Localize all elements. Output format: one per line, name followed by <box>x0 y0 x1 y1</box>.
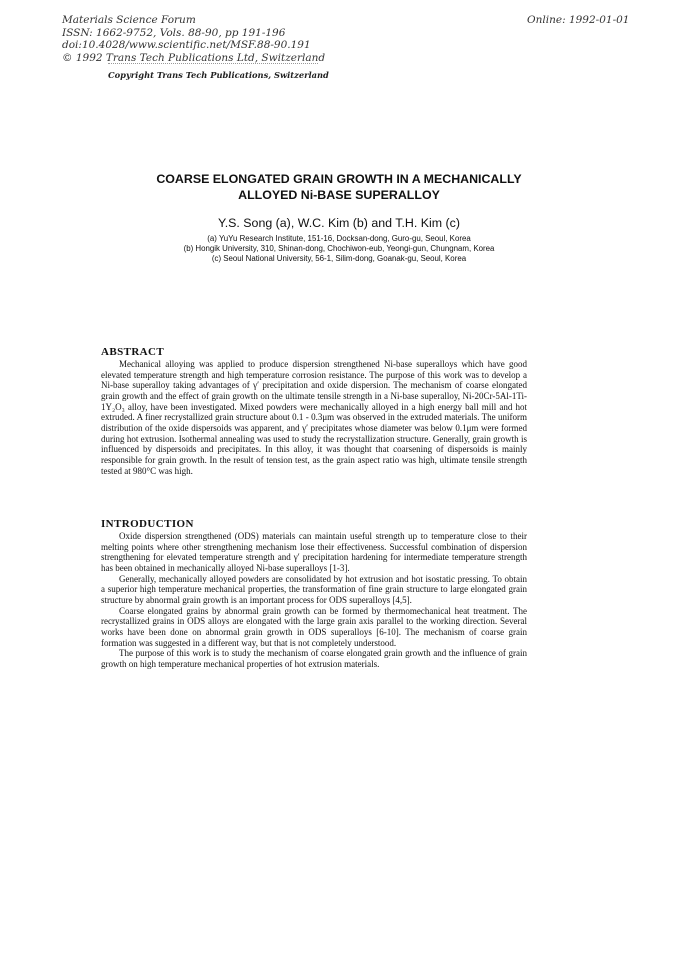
copyright-notice: Copyright Trans Tech Publications, Switzerland <box>108 70 329 80</box>
scan-cut-line <box>108 63 318 64</box>
abstract-text: Mechanical alloying was applied to produce dispersion strengthened Ni-base superalloys which have good elevated temperature strength and high temperature corrosion resistance. The purpose of this work was to develop a Ni-base superalloy taking advantages of γ′ precipitation and oxide dispersion. The mechanism of coarse elongated grain growth and the effect of grain growth on the ultimate tensile strength in a Ni-base superalloy, Ni-20Cr-5Al-1Ti-1Y₂O₃ alloy, have been investigated. Mixed powders were mechanically alloyed in a high energy ball mill and hot extruded. A finer recrystallized grain structure about 0.1 - 0.3μm was observed in the extruded materials. The uniform distribution of the oxide dispersoids was apparent, and γ′ precipitates whose diameter was below 0.1μm were formed during hot extrusion. Isothermal annealing was used to study the recrystallization structure. Generally, grain growth is influenced by dispersoids and precipitates. In this alloy, it was thought that coarsening of dispersoids is mainly responsible for grain growth. In the result of tension test, as the grain aspect ratio was high, ultimate tensile strength tested at 980°C was high. <box>101 359 527 476</box>
affiliations <box>100 234 578 265</box>
journal-name: Materials Science Forum <box>62 14 196 26</box>
title-line-1: COARSE ELONGATED GRAIN GROWTH IN A MECHANICALLY <box>156 172 522 186</box>
citation-block <box>62 14 325 64</box>
intro-paragraph: Coarse elongated grains by abnormal grain growth can be formed by thermomechanical heat treatment. The recrystallized grains in ODS alloys are elongated with the large grain axis parallel to the working direction. Several works have been done on abnormal grain growth in ODS superalloys [6-10]. The mechanism of coarse grain formation was suggested in a different way, but that is not completely understood. <box>101 605 527 648</box>
affiliation-a: (a) YuYu Research Institute, 151-16, Docksan-dong, Guro-gu, Seoul, Korea <box>207 234 471 243</box>
intro-paragraph: The purpose of this work is to study the mechanism of coarse elongated grain growth and the influence of grain growth on high temperature mechanical properties of hot extrusion materials. <box>101 648 527 669</box>
abstract-heading: ABSTRACT <box>101 346 165 358</box>
rights-line: © 1992 Trans Tech Publications Ltd, Switzerland <box>62 51 326 64</box>
title-line-2: ALLOYED Ni-BASE SUPERALLOY <box>238 188 440 202</box>
author-list: Y.S. Song (a), W.C. Kim (b) and T.H. Kim (c) <box>218 216 460 230</box>
intro-paragraph: Oxide dispersion strengthened (ODS) materials can maintain useful strength up to temperature close to their melting points where other strengthening mechanism lose their effectiveness. Successful combination of dispersion strengthening for elevated temperature strength and γ′ precipitation hardening for intermediate temperature strength has been obtained in mechanically alloyed Ni-base superalloys [1-3]. <box>101 531 527 573</box>
introduction-heading: INTRODUCTION <box>101 518 194 530</box>
online-date: Online: 1992-01-01 <box>527 14 630 26</box>
affiliation-b: (b) Hongik University, 310, Shinan-dong, Chochiwon-eub, Yeongi-gun, Chungnam, Korea <box>183 244 495 254</box>
affiliation-c: (c) Seoul National University, 56-1, Silim-dong, Goanak-gu, Seoul, Korea <box>211 254 467 264</box>
doi-line: doi:10.4028/www.scientific.net/MSF.88-90.191 <box>62 39 311 52</box>
intro-paragraph: Generally, mechanically alloyed powders are consolidated by hot extrusion and hot isostatic pressing. To obtain a superior high temperature mechanical properties, the transformation of fine grain structure to large elongated grain structure by abnormal grain growth is an important process for ODS superalloys [4,5]. <box>101 573 527 605</box>
issn-line: ISSN: 1662-9752, Vols. 88-90, pp 191-196 <box>62 26 286 39</box>
paper-title <box>100 171 578 203</box>
abstract-section <box>101 346 527 476</box>
introduction-section <box>101 518 527 670</box>
